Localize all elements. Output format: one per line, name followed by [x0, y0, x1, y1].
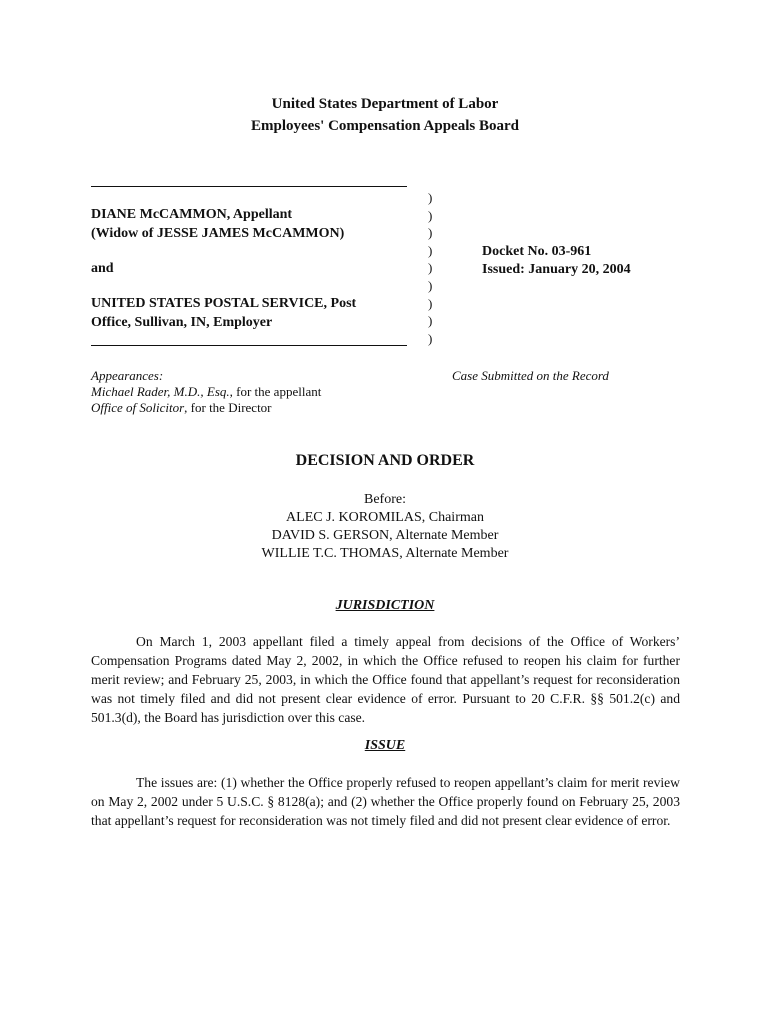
paren: ) [428, 313, 433, 329]
paren: ) [428, 330, 433, 346]
paren: ) [428, 260, 433, 276]
jurisdiction-heading: JURISDICTION [335, 598, 435, 613]
board-title: Employees' Compensation Appeals Board [251, 118, 519, 134]
paren: ) [428, 190, 433, 205]
issue-heading: ISSUE [364, 738, 406, 753]
decision-title: DECISION AND ORDER [295, 452, 475, 469]
appellant-name: DIANE McCAMMON, Appellant [91, 207, 293, 222]
appearances-label: Appearances: [91, 368, 164, 383]
appearance-director [91, 400, 272, 416]
employer-location: Office, Sullivan, IN, Employer [91, 315, 273, 330]
judge-chairman: ALEC J. KOROMILAS, Chairman [286, 510, 484, 525]
caption-and: and [91, 261, 114, 276]
appellant-counsel: Michael Rader, M.D., Esq., [91, 384, 233, 399]
caption-bottom-rule [91, 345, 407, 346]
docket-number: Docket No. 03-961 [482, 244, 592, 259]
judge-alternate-2: WILLIE T.C. THOMAS, Alternate Member [261, 546, 509, 561]
paren: ) [428, 225, 433, 241]
paren: ) [428, 207, 433, 223]
issue-paragraph: The issues are: (1) whether the Office properly refused to reopen appellant’s claim for merit review on May 2, 2002 under 5 U.S.C. § 8128(a); and (2) whether the Office properly found on February 25, 2003 that appellant’s request for reconsideration was not timely filed and did not present clear evidence of error. [91, 775, 680, 828]
paren: ) [428, 295, 433, 311]
director-counsel-role: , for the Director [184, 400, 272, 415]
paren: ) [428, 277, 433, 293]
issued-date: Issued: January 20, 2004 [482, 262, 631, 277]
director-counsel: Office of Solicitor [91, 400, 185, 415]
appearance-appellant [91, 384, 321, 400]
paren: ) [428, 242, 433, 258]
case-submitted-note: Case Submitted on the Record [452, 368, 609, 383]
caption-paren-column [428, 189, 440, 347]
agency-title: United States Department of Labor [271, 96, 499, 112]
appellant-widow-of: (Widow of JESSE JAMES McCAMMON) [91, 226, 345, 241]
before-label: Before: [364, 492, 406, 507]
jurisdiction-paragraph: On March 1, 2003 appellant filed a timely appeal from decisions of the Office of Workers’ Compensation Programs dated May 2, 2002, in which the Office refused to reopen his claim for further merit review; and February 25, 2003, in which the Office found that appellant’s request for reconsideration was not timely filed and did not present clear evidence of error. Pursuant to 20 C.F.R. §§ 501.2(c) and 501.3(d), the Board has jurisdiction over this case. [91, 634, 680, 725]
appellant-counsel-role: for the appellant [232, 384, 322, 399]
caption-top-rule [91, 186, 407, 187]
employer-name: UNITED STATES POSTAL SERVICE, Post [91, 296, 357, 311]
judge-alternate-1: DAVID S. GERSON, Alternate Member [271, 528, 499, 543]
